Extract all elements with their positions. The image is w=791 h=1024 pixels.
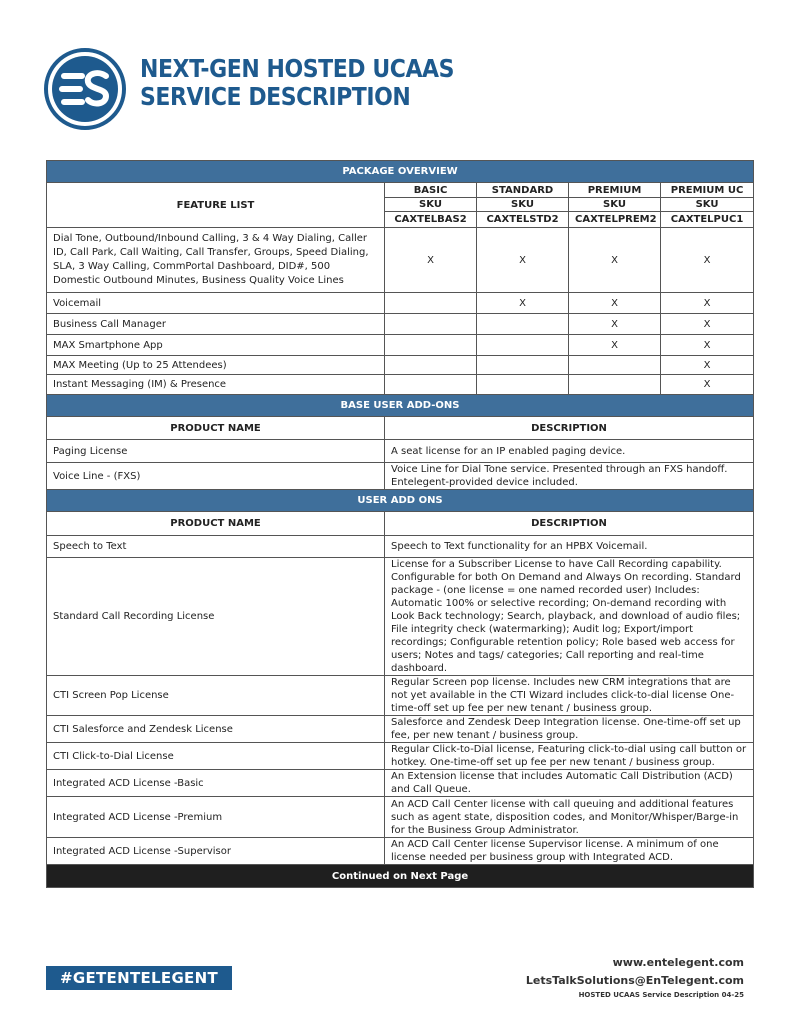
table-row (47, 228, 754, 293)
product-name-header: PRODUCT NAME (47, 512, 385, 536)
email-link[interactable]: LetsTalkSolutions@EnTelegent.com (525, 974, 744, 987)
continued-banner: Continued on Next Page (47, 865, 754, 888)
feature-mark (385, 314, 477, 335)
feature-mark: X (569, 228, 661, 293)
package-overview-header: PACKAGE OVERVIEW (47, 161, 754, 183)
entelegent-logo-icon (44, 48, 126, 130)
table-row (47, 356, 754, 375)
sku-code: CAXTELPREM2 (569, 212, 661, 228)
product-name: Speech to Text (47, 536, 385, 558)
feature-mark: X (477, 293, 569, 314)
feature-mark (477, 356, 569, 375)
tier-name: PREMIUM UC (661, 183, 754, 198)
product-name: CTI Salesforce and Zendesk License (47, 716, 385, 743)
revision-note: HOSTED UCAAS Service Description 04-25 (578, 991, 744, 999)
feature-name: MAX Smartphone App (47, 335, 385, 356)
table-row (47, 440, 754, 463)
feature-mark: X (385, 228, 477, 293)
feature-name: Business Call Manager (47, 314, 385, 335)
sku-label: SKU (661, 198, 754, 212)
sku-code: CAXTELPUC1 (661, 212, 754, 228)
feature-mark: X (661, 375, 754, 395)
feature-name: Voicemail (47, 293, 385, 314)
table-row (47, 676, 754, 716)
table-row (47, 743, 754, 770)
product-description: An Extension license that includes Automatic Call Distribution (ACD) and Call Queue. (385, 770, 754, 797)
feature-mark (477, 375, 569, 395)
table-row (47, 375, 754, 395)
title-line-2: SERVICE DESCRIPTION (140, 82, 411, 111)
feature-mark: X (661, 356, 754, 375)
contact-info (526, 956, 744, 999)
feature-mark (477, 314, 569, 335)
table-row (47, 314, 754, 335)
product-name: CTI Click-to-Dial License (47, 743, 385, 770)
feature-mark (569, 375, 661, 395)
title-line-1: NEXT-GEN HOSTED UCAAS (140, 54, 455, 83)
feature-name: Dial Tone, Outbound/Inbound Calling, 3 & 4 Way Dialing, Caller ID, Call Park, Call Waiting, Call Transfer, Groups, Speed Dialing, SLA, 3 Way Calling, CommPortal Dashboard, DID#, 500 Domestic Outbound Minutes, Business Quality Voice Lines (47, 228, 385, 293)
description-header: DESCRIPTION (385, 417, 754, 440)
product-name: Integrated ACD License -Basic (47, 770, 385, 797)
product-name: CTI Screen Pop License (47, 676, 385, 716)
feature-mark: X (569, 314, 661, 335)
feature-list-header: FEATURE LIST (47, 183, 385, 228)
feature-name: MAX Meeting (Up to 25 Attendees) (47, 356, 385, 375)
sku-code: CAXTELSTD2 (477, 212, 569, 228)
feature-mark: X (661, 314, 754, 335)
feature-mark (569, 356, 661, 375)
feature-mark (385, 375, 477, 395)
product-description: Regular Click-to-Dial license, Featuring click-to-dial using call button or hotkey. One-time-off set up fee per new tenant / business group. (385, 743, 754, 770)
tier-name: STANDARD (477, 183, 569, 198)
product-name: Standard Call Recording License (47, 558, 385, 676)
table-row (47, 536, 754, 558)
feature-mark: X (661, 335, 754, 356)
feature-mark (385, 356, 477, 375)
product-description: Regular Screen pop license. Includes new CRM integrations that are not yet available in the CTI Wizard includes click-to-dial license One-time-off set up fee per new tenant / business group. (385, 676, 754, 716)
table-row (47, 463, 754, 490)
product-description: A seat license for an IP enabled paging device. (385, 440, 754, 463)
page-title (140, 56, 497, 109)
table-row (47, 335, 754, 356)
table-row (47, 558, 754, 676)
feature-mark: X (477, 228, 569, 293)
base-user-addons-header: BASE USER ADD-ONS (47, 395, 754, 417)
tier-name: PREMIUM (569, 183, 661, 198)
feature-mark: X (569, 293, 661, 314)
description-header: DESCRIPTION (385, 512, 754, 536)
sku-label: SKU (385, 198, 477, 212)
product-description: License for a Subscriber License to have Call Recording capability. Configurable for both On Demand and Always On recording. Standard package - (one license = one named recorded user) Includes: Automatic 100% or selective recording; On-demand recording with Look Back technology; Search, playback, and download of audio files; File integrity check (watermarking); Audit log; Export/import recordings; Configurable retention policy; Role based web access for users; Notes and tags/ categories; Call reporting and real-time dashboard. (385, 558, 754, 676)
sku-code: CAXTELBAS2 (385, 212, 477, 228)
feature-mark: X (661, 228, 754, 293)
hashtag-banner: #GETENTELEGENT (46, 966, 232, 990)
product-description: Speech to Text functionality for an HPBX Voicemail. (385, 536, 754, 558)
product-name: Integrated ACD License -Supervisor (47, 838, 385, 865)
product-name-header: PRODUCT NAME (47, 417, 385, 440)
table-row (47, 797, 754, 838)
product-name: Voice Line - (FXS) (47, 463, 385, 490)
product-name: Paging License (47, 440, 385, 463)
product-description: Salesforce and Zendesk Deep Integration license. One-time-off set up fee, per new tenant / business group. (385, 716, 754, 743)
product-description: An ACD Call Center license with call queuing and additional features such as agent state, disposition codes, and Monitor/Whisper/Barge-in for the Business Group Administrator. (385, 797, 754, 838)
user-addons-header: USER ADD ONS (47, 490, 754, 512)
feature-mark (385, 293, 477, 314)
table-row (47, 770, 754, 797)
feature-mark: X (661, 293, 754, 314)
product-description: Voice Line for Dial Tone service. Presented through an FXS handoff. Entelegent-provided device included. (385, 463, 754, 490)
feature-mark (477, 335, 569, 356)
feature-mark (385, 335, 477, 356)
tier-name: BASIC (385, 183, 477, 198)
sku-label: SKU (477, 198, 569, 212)
product-name: Integrated ACD License -Premium (47, 797, 385, 838)
service-table (46, 160, 754, 888)
website-link[interactable]: www.entelegent.com (612, 956, 744, 969)
product-description: An ACD Call Center license Supervisor license. A minimum of one license needed per business group with Integrated ACD. (385, 838, 754, 865)
sku-label: SKU (569, 198, 661, 212)
table-row (47, 716, 754, 743)
table-row (47, 293, 754, 314)
feature-name: Instant Messaging (IM) & Presence (47, 375, 385, 395)
feature-mark: X (569, 335, 661, 356)
table-row (47, 838, 754, 865)
